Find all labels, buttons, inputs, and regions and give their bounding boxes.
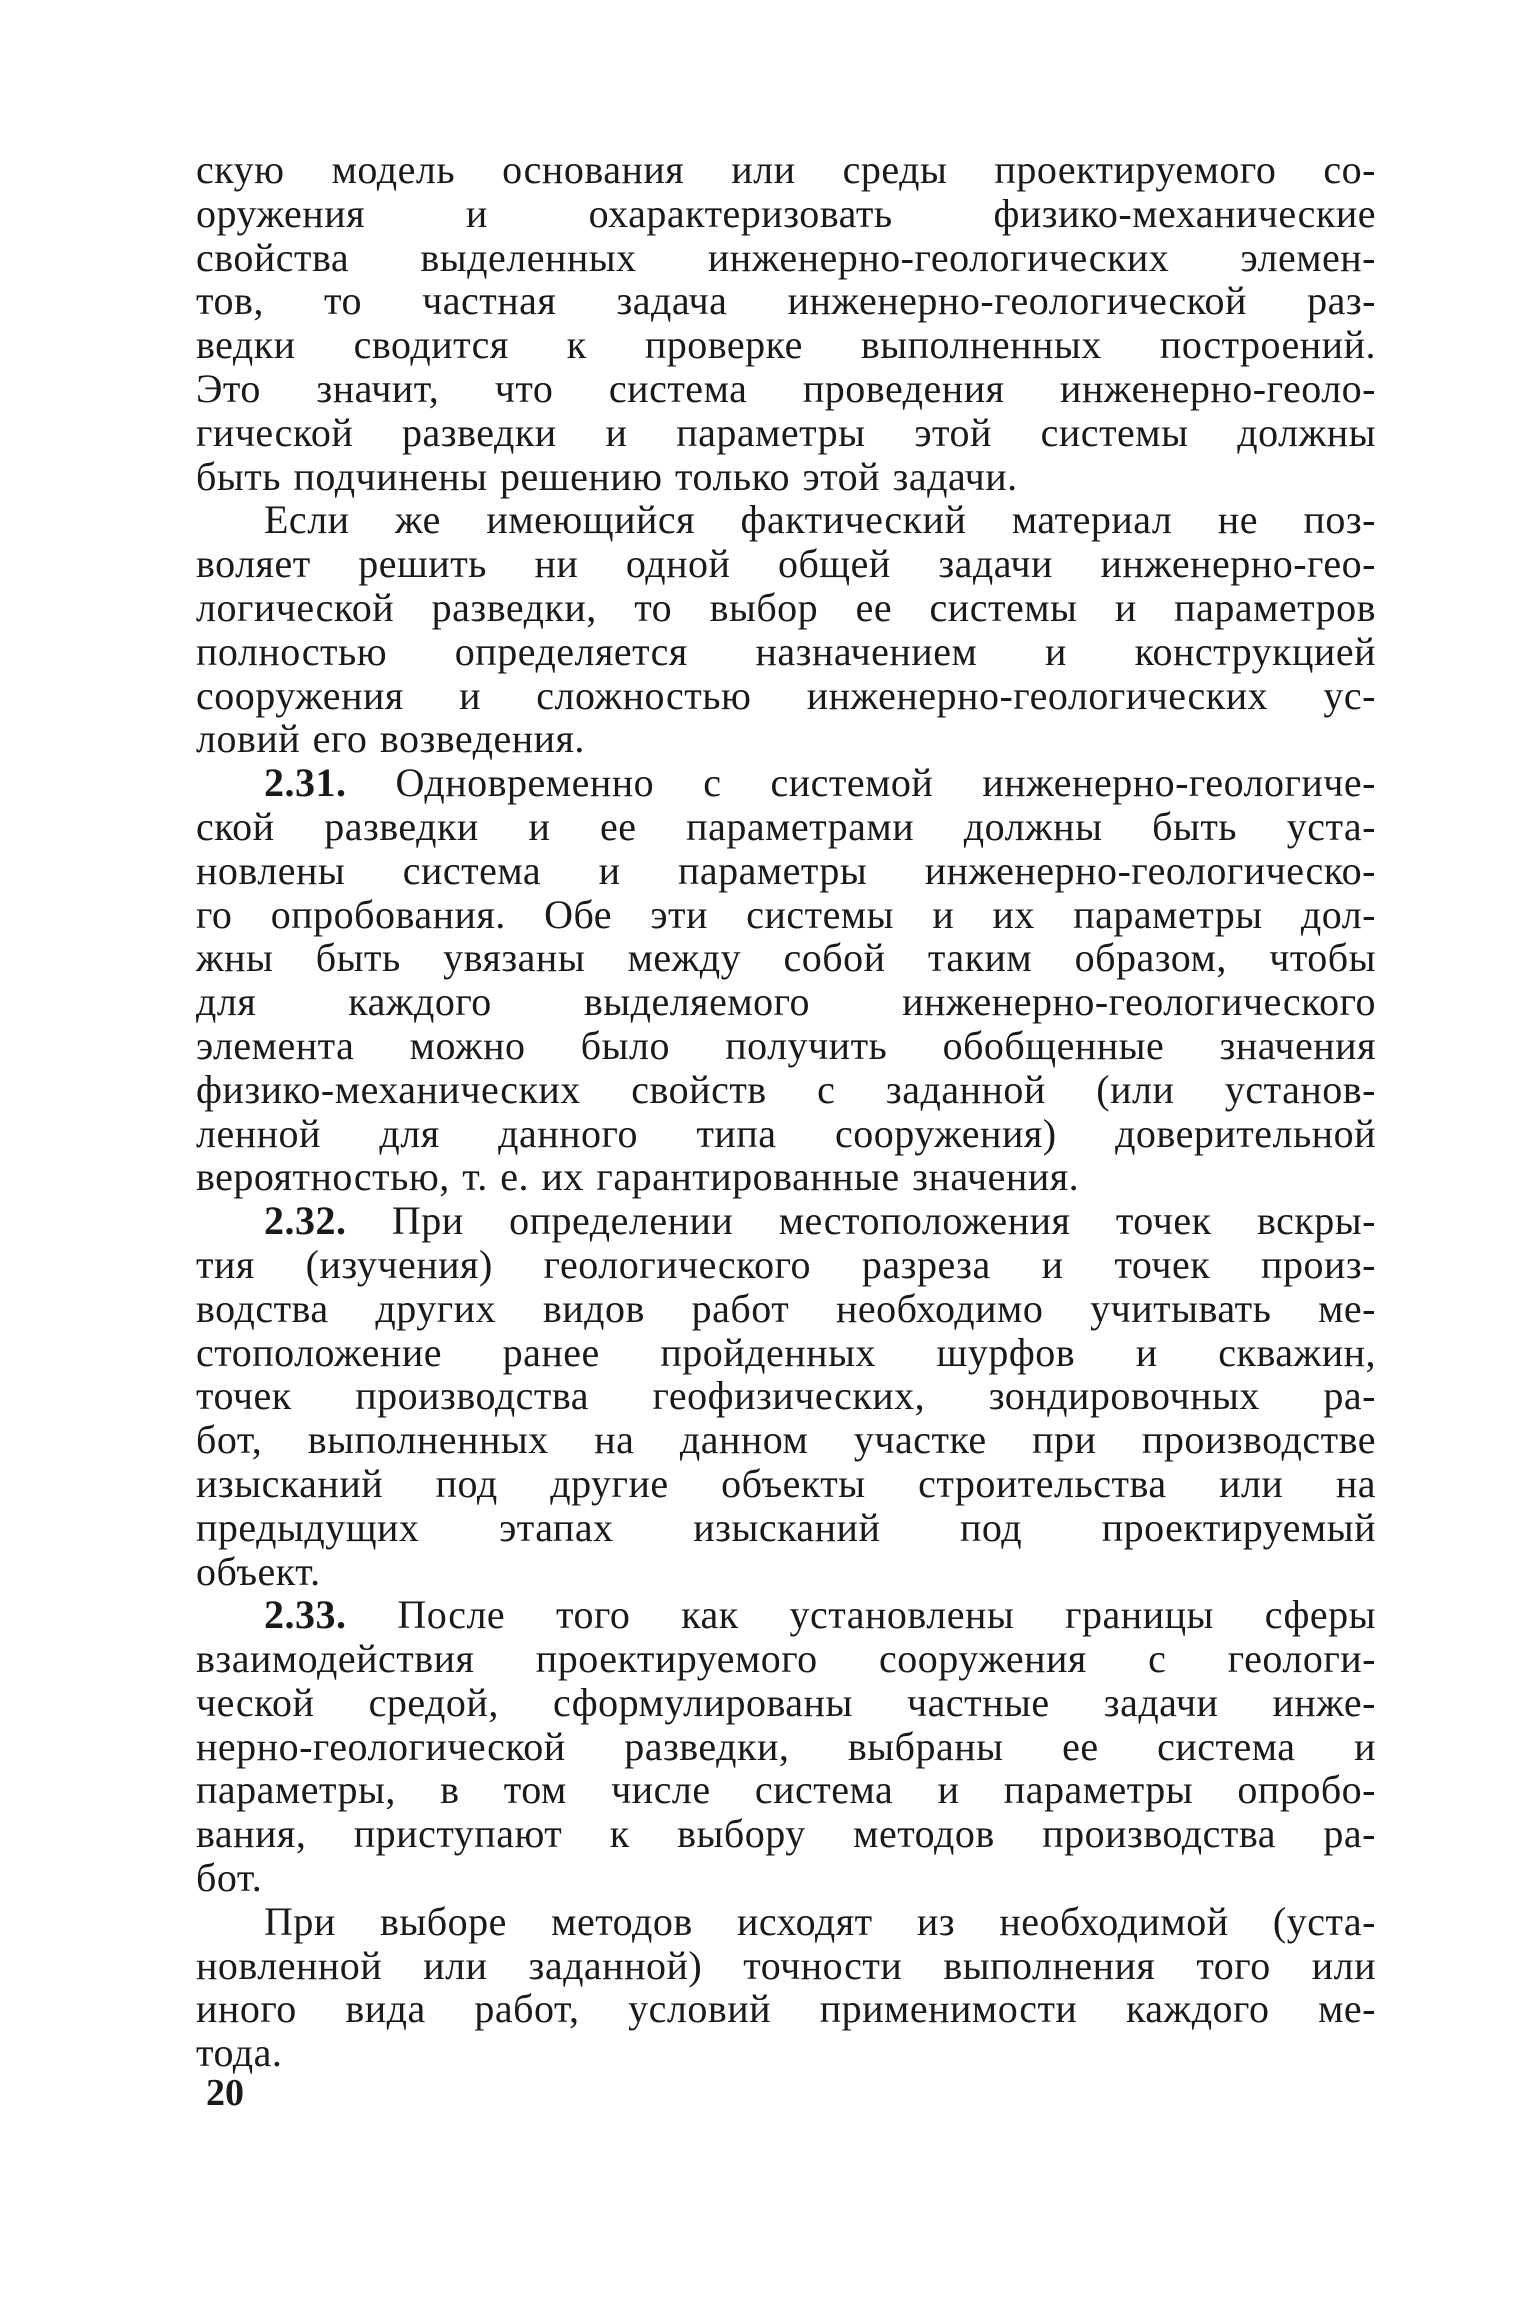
text-line: вания, приступают к выбору методов производства ра-: [196, 1811, 1376, 1857]
text-line: водства других видов работ необходимо учитывать ме-: [196, 1285, 1376, 1331]
section-number: 2.32.: [264, 1198, 347, 1244]
text-line: новленной или заданной) точности выполнения того или: [196, 1942, 1376, 1988]
text-line: нерно-геологической разведки, выбраны ее система и: [196, 1723, 1376, 1769]
text-line: элемента можно было получить обобщенные значения: [196, 1022, 1376, 1068]
section-2-31: [196, 761, 1376, 1199]
text-line: изысканий под другие объекты строительства или на: [196, 1460, 1376, 1506]
text-line: физико-механических свойств с заданной (или установ-: [196, 1066, 1376, 1112]
page-number: 20: [206, 2072, 244, 2114]
paragraph: [196, 498, 1376, 761]
text-line: предыдущих этапах изысканий под проектируемый: [196, 1504, 1376, 1550]
section-first-line: После того как установлены границы сферы: [346, 1592, 1376, 1638]
text-line: новлены система и параметры инженерно-геологическо-: [196, 847, 1376, 893]
text-line: ловий его возведения.: [196, 716, 585, 762]
text-line: [196, 1593, 1376, 1637]
paragraph: [196, 1900, 1376, 2075]
text-line: Если же имеющийся фактический материал не поз-: [264, 497, 1376, 543]
text-line: ской разведки и ее параметрами должны быть уста-: [196, 803, 1376, 849]
text-line: стоположение ранее пройденных шурфов и скважин,: [196, 1329, 1376, 1375]
text-line: тода.: [196, 2030, 283, 2076]
section-number: 2.33.: [264, 1592, 347, 1638]
text-line: сооружения и сложностью инженерно-геологических ус-: [196, 672, 1376, 718]
text-line: скую модель основания или среды проектируемого со-: [196, 147, 1376, 192]
text-line: гической разведки и параметры этой системы должны: [196, 409, 1376, 455]
text-line: вероятностью, т. е. их гарантированные значения.: [196, 1154, 1080, 1200]
text-line: бот.: [196, 1855, 263, 1901]
text-line: го опробования. Обе эти системы и их параметры дол-: [196, 891, 1376, 937]
section-2-32: [196, 1199, 1376, 1593]
text-line: воляет решить ни одной общей задачи инженерно-гео-: [196, 541, 1376, 587]
section-first-line: При определении местоположения точек вскры-: [346, 1198, 1376, 1244]
text-line: тов, то частная задача инженерно-геологической раз-: [196, 278, 1376, 324]
text-line: бот, выполненных на данном участке при производстве: [196, 1417, 1376, 1463]
text-line: жны быть увязаны между собой таким образом, чтобы: [196, 935, 1376, 981]
text-line: логической разведки, то выбор ее системы и параметров: [196, 584, 1376, 630]
text-line: точек производства геофизических, зондировочных ра-: [196, 1373, 1376, 1419]
text-line: ческой средой, сформулированы частные задачи инже-: [196, 1679, 1376, 1725]
text-line: взаимодействия проектируемого сооружения с геологи-: [196, 1636, 1376, 1682]
text-line: параметры, в том числе система и параметры опробо-: [196, 1767, 1376, 1813]
text-line: иного вида работ, условий применимости каждого ме-: [196, 1986, 1376, 2032]
text-line: Это значит, что система проведения инженерно-геоло-: [196, 365, 1376, 411]
section-first-line: Одновременно с системой инженерно-геологиче-: [346, 760, 1376, 806]
text-line: [196, 1199, 1376, 1243]
text-line: свойства выделенных инженерно-геологических элемен-: [196, 234, 1376, 280]
text-line: быть подчинены решению только этой задачи.: [196, 453, 1018, 499]
paragraph-continuation: [196, 148, 1376, 498]
text-line: объект.: [196, 1548, 321, 1594]
page-body: [196, 148, 1376, 2075]
text-line: для каждого выделяемого инженерно-геологического: [196, 979, 1376, 1025]
text-line: полностью определяется назначением и конструкцией: [196, 628, 1376, 674]
text-line: [196, 761, 1376, 805]
section-2-33: [196, 1593, 1376, 1900]
section-number: 2.31.: [264, 760, 347, 806]
text-line: При выборе методов исходят из необходимой (уста-: [264, 1898, 1376, 1944]
text-line: тия (изучения) геологического разреза и точек произ-: [196, 1241, 1376, 1287]
text-line: оружения и охарактеризовать физико-механические: [196, 190, 1376, 236]
text-line: ведки сводится к проверке выполненных построений.: [196, 322, 1376, 368]
text-line: ленной для данного типа сооружения) доверительной: [196, 1110, 1376, 1156]
